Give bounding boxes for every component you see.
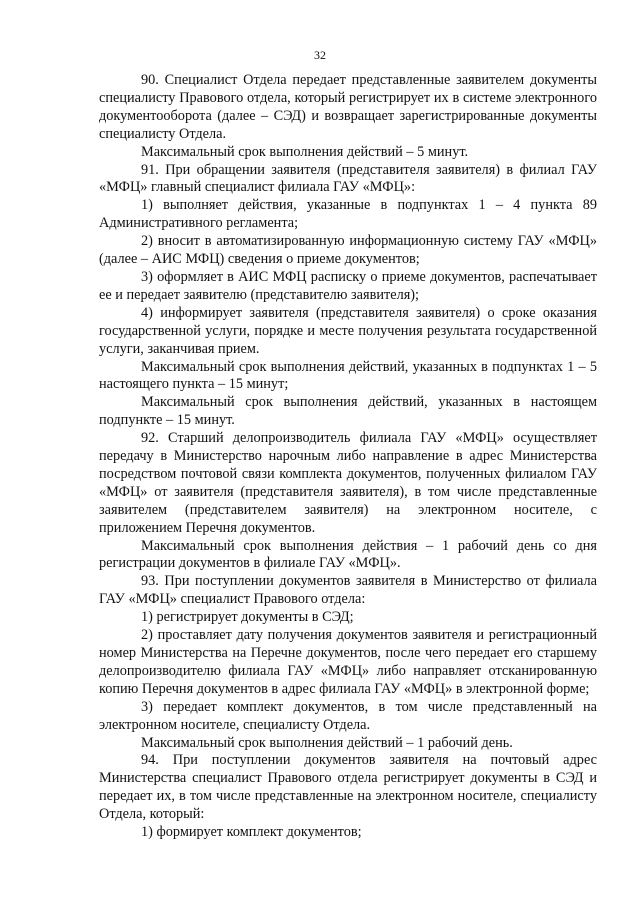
paragraph-91-item-4: 4) информирует заявителя (представителя заявителя) о сроке оказания государственной услуги, порядке и месте получения результата государственной услуги, заканчивая прием. [99,304,597,357]
paragraph-93-deadline: Максимальный срок выполнения действий – 1 рабочий день. [141,734,513,751]
paragraph-94-item-1: 1) формирует комплект документов; [141,824,362,841]
paragraph-91-item-3: 3) оформляет в АИС МФЦ расписку о приеме документов, распечатывает ее и передает заявителю (представителю заявителя); [99,268,597,303]
paragraph-93: 93. При поступлении документов заявителя в Министерство от филиала ГАУ «МФЦ» специалист Правового отдела: [99,573,597,608]
paragraph-92-deadline: Максимальный срок выполнения действия – 1 рабочий день со дня регистрации документов в филиале ГАУ «МФЦ». [99,537,597,572]
paragraph-91-item-1: 1) выполняет действия, указанные в подпунктах 1 – 4 пункта 89 Административного регламента; [99,197,597,232]
paragraph-91-deadline-2: Максимальный срок выполнения действий, указанных в настоящем подпункте – 15 минут. [99,394,597,429]
paragraph-92: 92. Старший делопроизводитель филиала ГАУ «МФЦ» осуществляет передачу в Министерство нарочным либо направление в адрес Министерства посредством почтовой связи комплекта документов, полученных филиалом ГАУ «МФЦ» от заявителя (представителя заявителя), в том числе представленные заявителем (представителем заявителя) на электронном носителе, с приложением Перечня документов. [99,430,597,536]
paragraph-91-item-2: 2) вносит в автоматизированную информационную систему ГАУ «МФЦ» (далее – АИС МФЦ) сведения о приеме документов; [99,233,597,268]
page-number: 32 [314,48,326,62]
paragraph-93-item-1: 1) регистрирует документы в СЭД; [141,609,354,626]
paragraph-91-deadline-1: Максимальный срок выполнения действий, указанных в подпунктах 1 – 5 настоящего пункта – 15 минут; [99,358,597,393]
paragraph-90-deadline: Максимальный срок выполнения действий – 5 минут. [141,143,469,160]
paragraph-94: 94. При поступлении документов заявителя на почтовый адрес Министерства специалист Правового отдела регистрирует документы в СЭД и передает их, в том числе представленные на электронном носителе, специалисту Отдела, который: [99,752,597,823]
document-body [99,72,597,842]
paragraph-90: 90. Специалист Отдела передает представленные заявителем документы специалисту Правового отдела, который регистрирует их в системе электронного документооборота (далее – СЭД) и возвращает зарегистрированные документы специалисту Отдела. [99,72,597,142]
paragraph-93-item-3: 3) передает комплект документов, в том числе представленный на электронном носителе, специалисту Отдела. [99,698,597,733]
paragraph-91: 91. При обращении заявителя (представителя заявителя) в филиал ГАУ «МФЦ» главный специалист филиала ГАУ «МФЦ»: [99,161,597,196]
paragraph-93-item-2: 2) проставляет дату получения документов заявителя и регистрационный номер Министерства на Перечне документов, после чего передает его старшему делопроизводителю филиала ГАУ «МФЦ» либо направляет отсканированную копию Перечня документов в адрес филиала ГАУ «МФЦ» в электронной форме; [99,627,597,697]
